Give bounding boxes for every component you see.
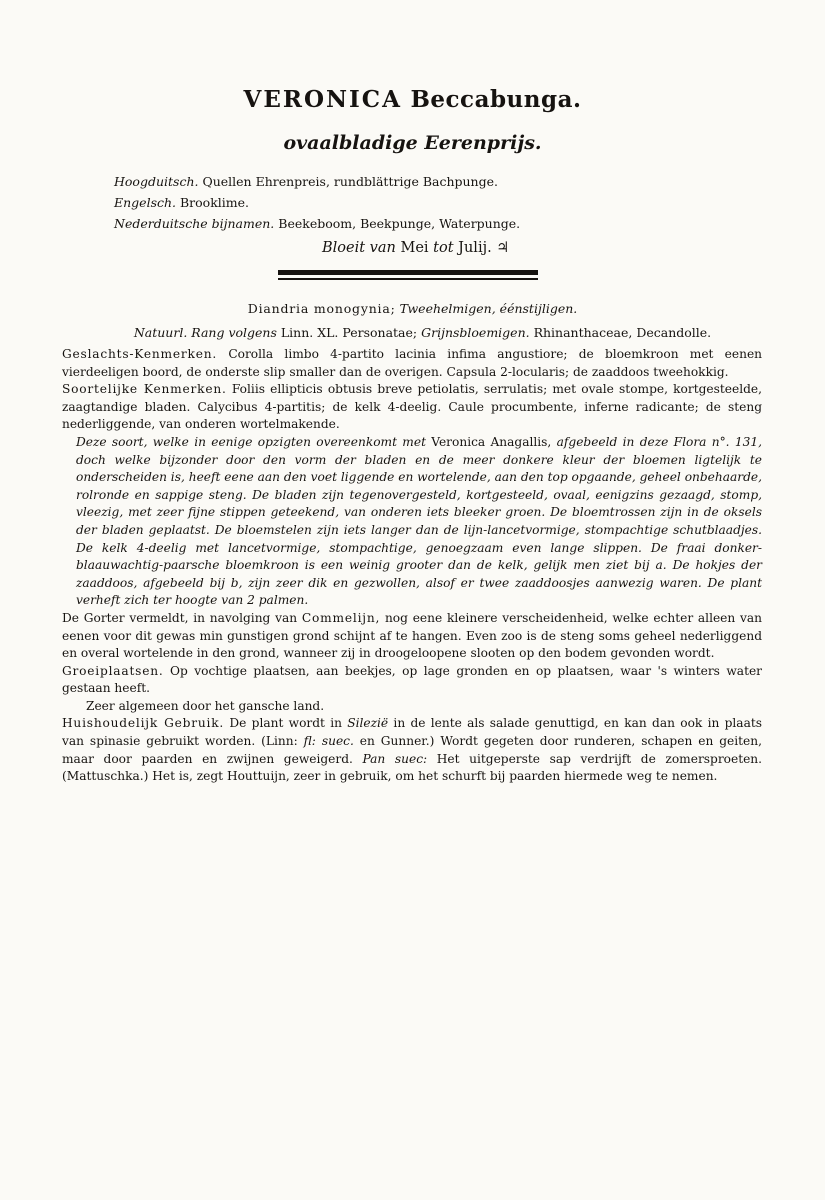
name-line-english (114, 192, 520, 213)
section-label: Soortelijke Kenmerken. (62, 382, 227, 397)
vernacular-names (114, 171, 520, 234)
classification-line-2 (20, 325, 825, 340)
gorter-text: De Gorter vermeldt, in navolging van (62, 610, 298, 625)
section-text: Corolla limbo 4-partito lacinia infima angustiore; de bloemkroon met eenen vierdeeligen boord, de onderste slip smaller dan de overigen. Capsula 2-locularis; de zaaddoos tweehokkig. (62, 347, 763, 379)
name-line-dutch (114, 213, 520, 234)
linnaean-class: Diandria monogynia; (247, 301, 396, 316)
natural-rank-value: Linn. XL. Personatae; (280, 325, 418, 340)
name-value: Brooklime. (180, 195, 250, 210)
bloei-tot: tot (433, 240, 454, 256)
dutch-family: Grijnsbloemigen. (421, 325, 530, 340)
section-label: Groeiplaatsen. (62, 663, 164, 678)
section-text: en Gunner.) Wordt gegeten door runderen, schapen en geiten, maar door paarden en zwijnen geweigerd. (62, 734, 762, 766)
flowering-period (322, 240, 509, 256)
section-text: Foliis ellipticis obtusis breve petiolatis, serrulatis; met ovale stompe, kortgesteelde, zaagtandige bladen. Calycibus 4-partitis; de kelk 4-deelig. Caule procumbente, inferne radicante; de steng nederliggende, van onderen wortelmakende. (62, 382, 762, 432)
description-text: afgebeeld in deze Flora n°. 131, doch welke bijzonder door den vorm der bladen en de meer donkere kleur der bloemen ligtelijk te onderscheiden is, heeft eene aan den voet liggende en wortelende, aan den top opgaande, geheel onbehaarde, rolronde en sappige steng. De bladen zijn tegenovergesteld, kortgesteeld, ovaal, eenigzins gezaagd, stomp, vleezig, met zeer fijne stippen geteekend, van onderen iets bleeker groen. De bloemtrossen zijn in de oksels der bladen geplaatst. De bloemstelen zijn iets langer dan de lijn-lancetvormige, stompachtige schutblaadjes. De kelk 4-deelig met lancetvormige, stompachtige, genoegzaam even lange slippen. De fraai donker-blaauwachtig-paarsche bloemkroon is een weinig grooter dan de kelk, gelijk men ziet bij a. De hokjes der zaaddoos, afgebeeld bij b, zijn zeer dik en gezwollen, alsof er twee zaaddoosjes aanwezig waren. De plant verheft zich ter hoogte van 2 palmen. (76, 434, 762, 608)
name-value: Beekeboom, Beekpunge, Waterpunge. (278, 216, 521, 231)
paragraph-algemeen: Zeer algemeen door het gansche land. (86, 698, 325, 713)
natural-rank-label: Natuurl. Rang volgens (133, 325, 277, 340)
name-value: Quellen Ehrenpreis, rundblättrige Bachpunge. (202, 174, 498, 189)
section-text: De plant wordt in (229, 716, 342, 731)
bloei-month-start: Mei (400, 240, 429, 256)
divider-thick (278, 270, 538, 275)
gorter-text: nog eene kleinere verscheidenheid, welke echter alleen van eenen voor dit gewas min gunstigen grond schijnt af te hangen. Even zoo is de steng soms geheel nederliggend en overal wortelende in den grond, wanneer zij in droogeloopene slooten op den bodem gevonden wordt. (62, 610, 762, 661)
reference: fl: suec. (303, 734, 354, 749)
paragraph-huishoudelijk (62, 715, 762, 785)
decandolle-family: Rhinanthaceae, Decandolle. (533, 325, 712, 340)
paragraph-geslachts (62, 346, 762, 381)
gorter-name: Commelijn, (301, 610, 381, 625)
perennial-symbol-icon: ♃ (496, 240, 510, 256)
description-text: Deze soort, welke in eenige opzigten overeenkomt met (76, 434, 426, 449)
section-text: Het uitgeperste sap verdrijft de zomersproeten. (Mattuschka.) Het is, zegt Houttuijn, zeer in gebruik, om het schurft bij paarden hiermede weg te nemen. (62, 751, 763, 784)
name-label: Nederduitsche bijnamen. (114, 216, 275, 231)
section-text: in de lente als salade genuttigd, en kan dan ook in plaats van spinasie gebruikt worden. (Linn: (62, 716, 762, 749)
reference: Pan suec: (362, 751, 428, 766)
section-label: Huishoudelijk Gebruik. (62, 716, 225, 731)
section-text: Op vochtige plaatsen, aan beekjes, op lage gronden en op plaatsen, waar 's winters water gestaan heeft. (62, 663, 763, 696)
page-title (0, 86, 825, 113)
place-name: Silezië (347, 716, 389, 731)
description-species: Veronica Anagallis, (431, 434, 552, 449)
section-label: Geslachts-Kenmerken. (62, 347, 218, 361)
name-label: Hoogduitsch. (114, 174, 199, 189)
paragraph-description (62, 434, 762, 610)
paragraph-gorter (62, 610, 762, 663)
paragraph-groeiplaatsen (62, 663, 762, 698)
divider-thin (278, 278, 538, 280)
classification-line-1 (0, 301, 825, 316)
main-text (62, 346, 762, 786)
bloei-text: Bloeit van (322, 240, 396, 256)
genus-name: VERONICA (243, 86, 402, 113)
dutch-class: Tweehelmigen, éénstijligen. (399, 301, 578, 316)
bloei-month-end: Julij. (458, 240, 492, 256)
name-label: Engelsch. (114, 195, 177, 210)
dutch-name: ovaalbladige Eerenprijs. (283, 132, 542, 154)
name-line-german (114, 171, 520, 192)
paragraph-soort (62, 381, 762, 434)
species-name: Beccabunga. (410, 86, 582, 113)
